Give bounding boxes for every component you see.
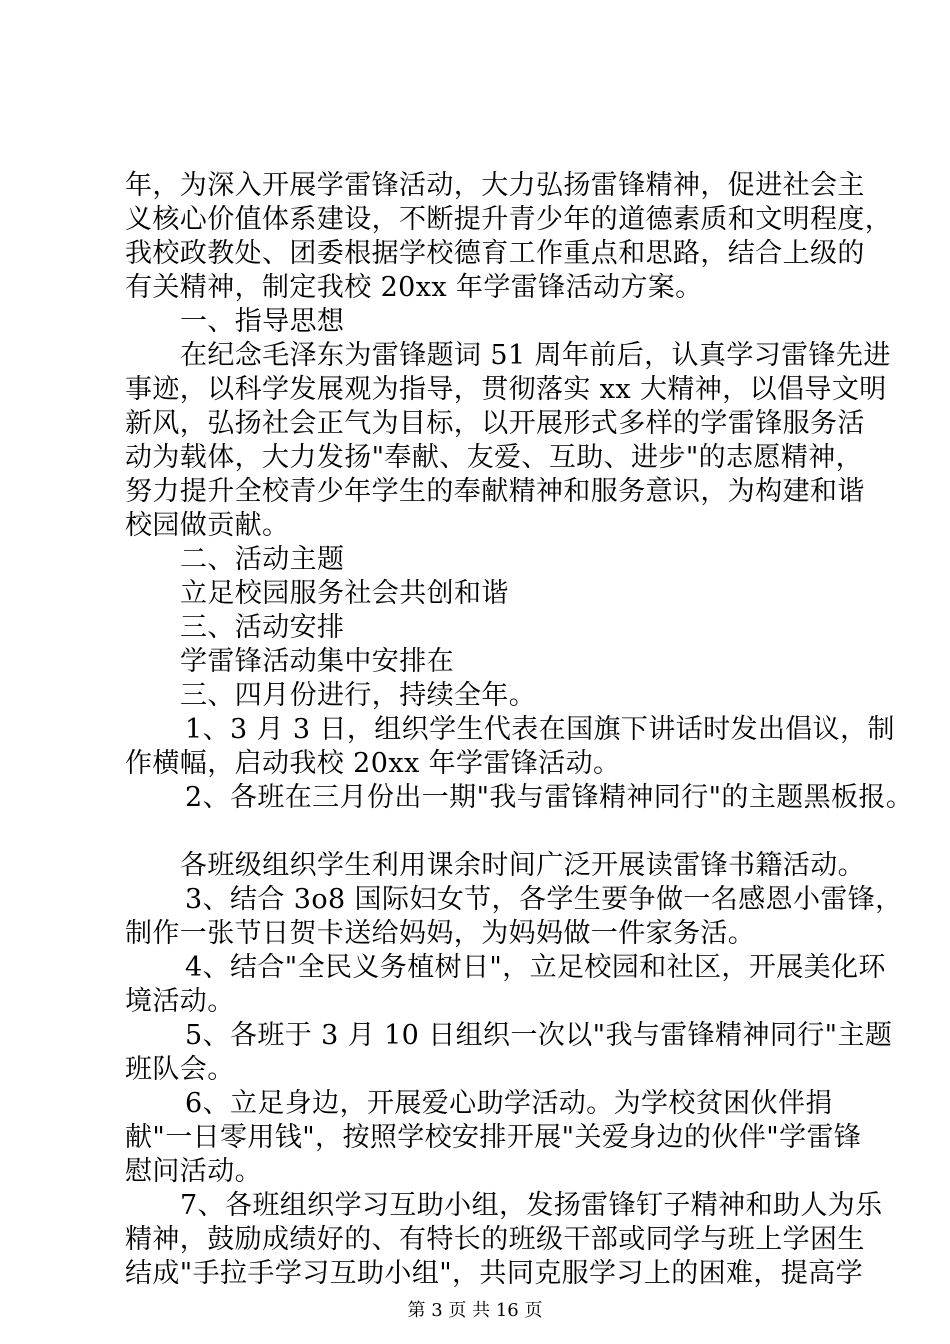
list-item: 7、各班组织学习互助小组，发扬雷锋钉子精神和助人为乐	[180, 1190, 883, 1221]
text-line: 在纪念毛泽东为雷锋题词 51 周年前后，认真学习雷锋先进	[180, 340, 891, 371]
list-item: 2、各班在三月份出一期"我与雷锋精神同行"的主题黑板报。	[185, 782, 914, 813]
section-heading: 二、活动主题	[180, 544, 345, 575]
text-line: 各班级组织学生利用课余时间广泛开展读雷锋书籍活动。	[180, 850, 865, 881]
list-item: 1、3 月 3 日，组织学生代表在国旗下讲话时发出倡议，制	[185, 714, 895, 745]
list-item: 5、各班于 3 月 10 日组织一次以"我与雷锋精神同行"主题	[185, 1020, 893, 1051]
text-line: 我校政教处、团委根据学校德育工作重点和思路，结合上级的	[125, 238, 865, 269]
text-line: 慰问活动。	[125, 1156, 262, 1187]
page-number: 第 3 页 共 16 页	[407, 1300, 543, 1321]
text-line: 努力提升全校青少年学生的奉献精神和服务意识，为构建和谐	[125, 476, 865, 507]
text-line: 献"一日零用钱"，按照学校安排开展"关爱身边的伙伴"学雷锋	[125, 1122, 862, 1153]
section-heading: 三、活动安排	[180, 612, 345, 643]
text-line: 精神，鼓励成绩好的、有特长的班级干部或同学与班上学困生	[125, 1224, 865, 1255]
text-line: 有关精神，制定我校 20xx 年学雷锋活动方案。	[125, 272, 703, 303]
text-line: 动为载体，大力发扬"奉献、友爱、互助、进步"的志愿精神，	[125, 442, 864, 473]
list-item: 3、结合 3o8 国际妇女节，各学生要争做一名感恩小雷锋，	[185, 884, 903, 915]
list-item: 6、立足身边，开展爱心助学活动。为学校贫困伙伴捐	[185, 1088, 833, 1119]
text-line: 学雷锋活动集中安排在	[180, 646, 454, 677]
text-line: 作横幅，启动我校 20xx 年学雷锋活动。	[125, 748, 621, 779]
text-line: 义核心价值体系建设，不断提升青少年的道德素质和文明程度，	[125, 204, 893, 235]
text-line: 结成"手拉手学习互助小组"，共同克服学习上的困难，提高学	[125, 1258, 864, 1289]
text-line: 制作一张节日贺卡送给妈妈，为妈妈做一件家务活。	[125, 918, 756, 949]
text-line: 年，为深入开展学雷锋活动，大力弘扬雷锋精神，促进社会主	[125, 170, 865, 201]
section-heading: 一、指导思想	[180, 306, 345, 337]
text-line: 境活动。	[125, 986, 235, 1017]
text-line: 立足校园服务社会共创和谐	[180, 578, 509, 609]
list-item: 4、结合"全民义务植树日"，立足校园和社区，开展美化环	[185, 952, 886, 983]
text-line: 新风，弘扬社会正气为目标，以开展形式多样的学雷锋服务活	[125, 408, 865, 439]
text-line: 校园做贡献。	[125, 510, 290, 541]
text-line: 班队会。	[125, 1054, 235, 1085]
text-line: 事迹，以科学发展观为指导，贯彻落实 xx 大精神，以倡导文明	[125, 374, 887, 405]
text-line: 三、四月份进行，持续全年。	[180, 680, 537, 711]
